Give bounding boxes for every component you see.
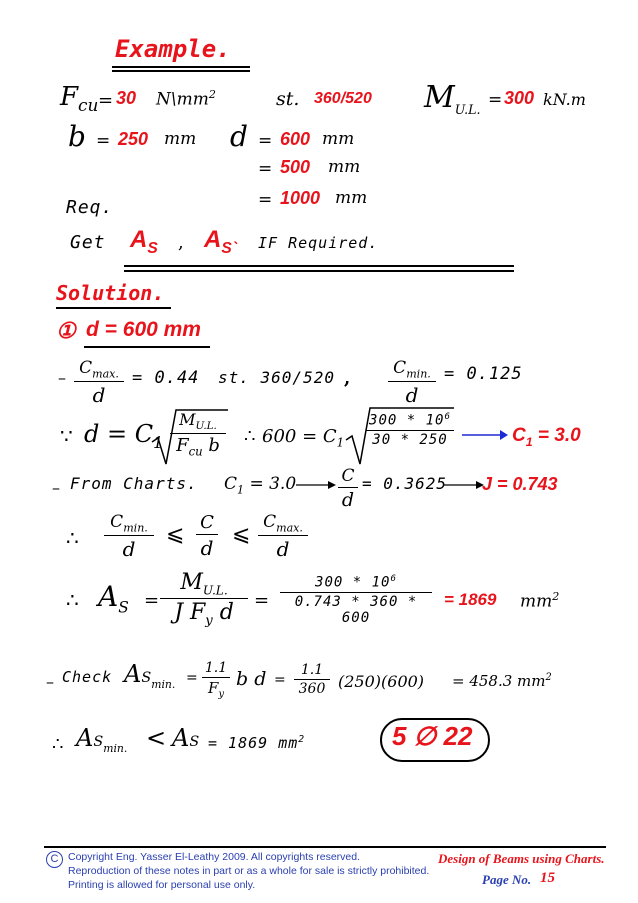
check-label: Check xyxy=(62,668,113,686)
check-eq-2: = xyxy=(274,672,286,688)
separator-1 xyxy=(124,265,514,267)
title-underline-2 xyxy=(112,70,250,72)
b-label: b xyxy=(68,120,86,153)
mul-unit: kN.m xyxy=(543,90,586,109)
footer-rule xyxy=(44,846,606,848)
steel-comma: , xyxy=(344,368,351,389)
as-required: $A_S$ xyxy=(130,226,158,257)
as-unit: $mm^2$ xyxy=(520,590,560,612)
check-fraction-2: 1.1 360 xyxy=(294,662,330,697)
c-over-d-2: C d xyxy=(196,512,218,560)
therefore-symbol-3: ∴ xyxy=(66,588,79,612)
separator-2 xyxy=(124,270,514,272)
check-fraction-1: 1.1 $F_y$ xyxy=(202,660,230,700)
as-calc-fraction: $300 * 10^6$ 0.743 * 360 * 600 xyxy=(280,574,432,626)
bd-text: b d xyxy=(236,668,267,690)
req-label: Req. xyxy=(66,197,114,218)
footer-page-number: 15 xyxy=(540,870,555,886)
example-title: Example. xyxy=(115,35,231,63)
as-eq: = xyxy=(144,590,160,611)
steel-label: st. xyxy=(276,88,300,110)
cmin-over-d: $C_{min.}$ d xyxy=(388,358,436,407)
therefore-symbol-2: ∴ xyxy=(66,526,79,550)
sqrt-fraction-2: $300 * 10^6$ 30 * 250 xyxy=(366,412,454,448)
d-label: d xyxy=(230,120,248,153)
step-underline xyxy=(84,346,210,348)
dash-2: – xyxy=(52,478,60,497)
mul-value: 300 xyxy=(504,88,535,108)
check-eq: = xyxy=(186,670,198,686)
footer-line-3: Printing is allowed for personal use only. xyxy=(68,879,256,891)
footer-course-title: Design of Beams using Charts. xyxy=(438,851,605,866)
cmax-over-d-2: $C_{max.}$ d xyxy=(258,512,308,561)
asmin-symbol: $AS_{min.}$ xyxy=(124,660,176,691)
because-symbol: ∵ xyxy=(60,424,73,448)
lt-sign: < xyxy=(146,724,167,752)
c-over-d-1: C d xyxy=(338,466,358,511)
cmin-over-d-2: $C_{min.}$ d xyxy=(104,512,154,561)
b-unit: mm xyxy=(164,129,197,149)
fcu-label: $F_{cu}$ xyxy=(60,82,99,116)
fcu-value: 30 xyxy=(116,88,137,108)
fcu-eq: = xyxy=(98,90,114,111)
cmax-over-d: $C_{max.}$ d xyxy=(74,358,124,407)
dash-3: – xyxy=(46,672,54,691)
final-answer: 5 ∅ 22 xyxy=(392,721,473,751)
solution-underline xyxy=(56,307,171,309)
dash-1: – xyxy=(58,368,66,387)
solution-heading: Solution. xyxy=(56,281,165,305)
copyright-icon: C xyxy=(46,851,63,868)
arrow-icon-1 xyxy=(462,428,508,442)
d-value-1: 600 xyxy=(280,129,311,149)
mul-eq: = xyxy=(488,90,503,110)
as-prime-required: $A_{S`}$ xyxy=(204,226,237,257)
if-required: IF Required. xyxy=(258,234,379,252)
b-eq: = xyxy=(96,131,111,151)
cmin-value: = 0.125 xyxy=(444,364,523,384)
d-eq-1: = xyxy=(258,131,273,151)
d-eq-3: = xyxy=(258,190,273,210)
as-final-value: = 1869 $mm^2$ xyxy=(208,734,306,752)
step-marker: ① xyxy=(56,318,76,343)
d-unit-1: mm xyxy=(322,129,355,149)
as-symbol: $A_S$ xyxy=(98,580,129,617)
as-value: = 1869 xyxy=(444,590,497,609)
d-value-2: 500 xyxy=(280,157,311,177)
arrow-icon-3 xyxy=(444,479,484,491)
d-unit-3: mm xyxy=(335,188,368,208)
get-label: Get xyxy=(70,232,106,253)
j-result: J = 0.743 xyxy=(482,474,558,494)
d-eq-2: = xyxy=(258,159,273,179)
d-eq-c1: $d = C_1$ xyxy=(84,420,164,452)
footer-line-1: Copyright Eng. Yasser El-Leathy 2009. All copyrights reserved. xyxy=(68,851,361,863)
c1-result: $C_1 = 3.0$ xyxy=(512,425,581,449)
check-values: (250)(600) xyxy=(338,672,425,691)
mul-label: $M_{U.L.}$ xyxy=(424,80,481,117)
fcu-unit: $N\backslash mm^2$ xyxy=(156,88,216,110)
c-over-d-value: = 0.3625 xyxy=(362,474,448,493)
therefore-symbol-1: ∴ xyxy=(244,426,256,447)
as-final: AS xyxy=(172,724,200,752)
le-sign-2: ⩽ xyxy=(232,522,251,547)
steel-text: st. 360/520 xyxy=(218,368,335,387)
d-unit-2: mm xyxy=(328,157,361,177)
arrow-icon-2 xyxy=(296,479,336,491)
cmax-value: = 0.44 xyxy=(132,368,200,388)
footer-page-label: Page No. xyxy=(482,872,532,887)
as-eq-2: = xyxy=(254,590,270,611)
b-value: 250 xyxy=(118,129,149,149)
title-underline-1 xyxy=(112,66,250,68)
sqrt-fraction-1: $M_{U.L.}$ $F_{cu}$ b xyxy=(170,410,226,459)
as-formula-fraction: $M_{U.L.}$ J $F_y$ d xyxy=(160,570,248,629)
from-charts: From Charts. xyxy=(70,474,198,493)
check-result: = 458.3 $mm^2$ xyxy=(452,672,552,690)
step-d: d = 600 mm xyxy=(86,318,201,341)
therefore-symbol-4: ∴ xyxy=(52,734,64,755)
eq-600: $600 = C_1$ xyxy=(262,426,345,450)
footer-line-2: Reproduction of these notes in part or as a whole for sale is strictly prohibited. xyxy=(68,865,430,877)
d-value-3: 1000 xyxy=(280,188,321,208)
c1-eq-3: $C_1 = 3.0$ xyxy=(224,474,297,497)
get-comma: , xyxy=(178,232,184,253)
le-sign-1: ⩽ xyxy=(166,522,185,547)
steel-value: 360/520 xyxy=(314,90,372,107)
asmin-final: $AS_{min.}$ xyxy=(76,724,128,755)
